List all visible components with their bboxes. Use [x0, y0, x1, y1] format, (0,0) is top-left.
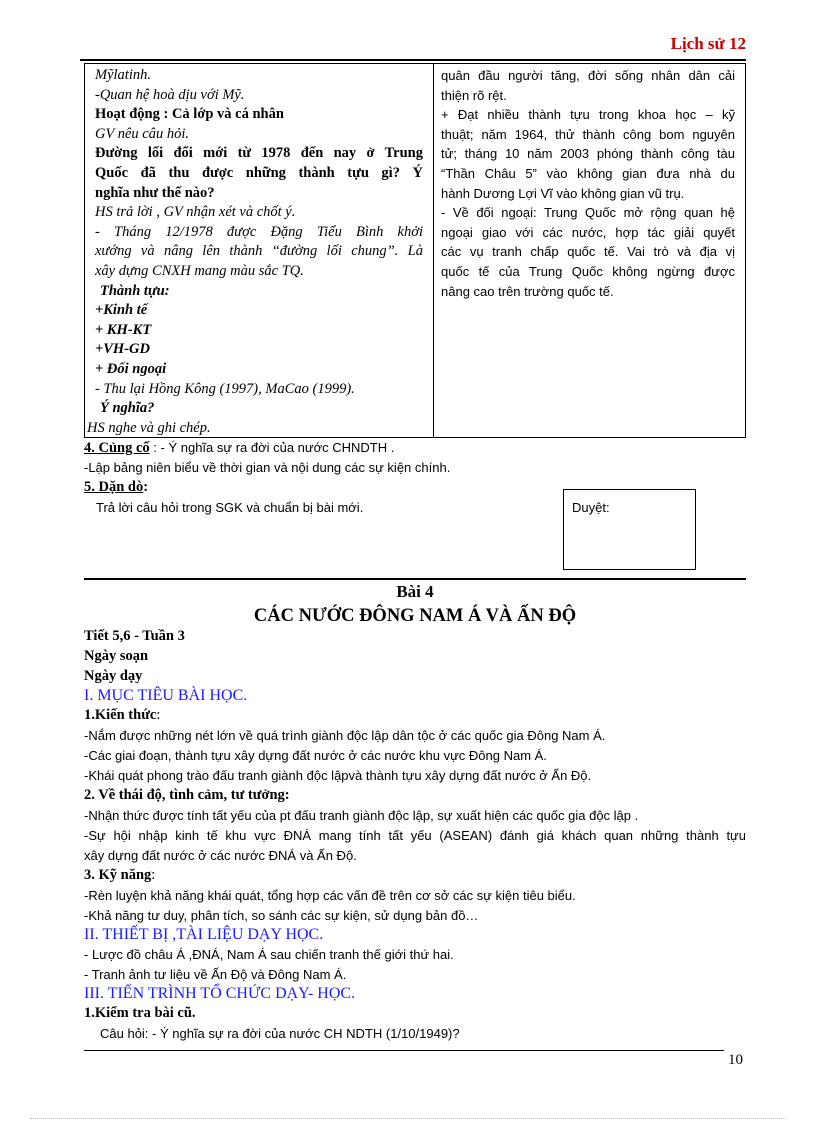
table-right-line: thuật; năm 1964, thử thành công bom nguyên — [441, 126, 735, 142]
question-line: nghĩa như thế nào? — [95, 184, 215, 201]
materials-item: - Lược đồ châu Á ,ĐNÁ, Nam Á sau chiến tranh thế giới thứ hai. — [84, 947, 454, 962]
header-divider — [80, 59, 746, 61]
table-left-line: xướng và nâng lên thành “đường lối chung”. Là — [95, 243, 423, 260]
approval-box — [563, 489, 696, 570]
page-number: 10 — [728, 1052, 743, 1068]
skills-heading: 3. Kỹ năng: — [84, 867, 156, 883]
table-left-line: Mỹlatinh. — [95, 67, 151, 83]
consolidation-line-2: -Lập bảng niên biểu về thời gian và nội dung các sự kiện chính. — [84, 460, 451, 475]
objectives-heading: I. MỤC TIÊU BÀI HỌC. — [84, 687, 248, 704]
materials-item: - Tranh ảnh tư liệu về Ấn Độ và Đông Nam Á. — [84, 967, 347, 982]
attitude-item: -Sự hội nhập kinh tế khu vực ĐNÁ mang tính tất yếu (ASEAN) đánh giá khách quan những thành tựu — [84, 828, 746, 843]
knowledge-item: -Khái quát phong trào đấu tranh giành độc lậpvà thành tựu xây dựng đất nước ở Ấn Độ. — [84, 768, 592, 783]
knowledge-item: -Các giai đoạn, thành tựu xây dựng đất nước ở các nước khu vực Đông Nam Á. — [84, 748, 547, 763]
table-left-line: -Quan hệ hoà dịu với Mỹ. — [95, 86, 245, 103]
prep-date: Ngày soạn — [84, 648, 149, 664]
footer-divider — [84, 1050, 724, 1051]
skills-item: -Khả năng tư duy, phân tích, so sánh các sự kiện, sử dụng bản đồ… — [84, 908, 479, 923]
achievements-heading: Thành tựu: — [100, 282, 170, 299]
homework-colon: : — [143, 479, 149, 495]
achievement-item: +VH-GD — [95, 341, 150, 358]
attitude-item: -Nhận thức được tính tất yếu của pt đấu tranh giành độc lập, sự xuất hiện các quốc gia độc lập . — [84, 808, 639, 823]
teach-date: Ngày dạy — [84, 668, 143, 684]
table-left-line: xây dựng CNXH mang màu sắc TQ. — [95, 262, 304, 279]
lesson-table-left-cell — [84, 63, 434, 438]
skills-label: 3. Kỹ năng — [84, 867, 152, 883]
lesson-title: CÁC NƯỚC ĐÔNG NAM Á VÀ ẤN ĐỘ — [253, 606, 577, 626]
table-right-line: quân đầu người tăng, đời sống nhân dân cải — [441, 68, 735, 83]
procedure-heading: III. TIẾN TRÌNH TỔ CHỨC DẠY- HỌC. — [84, 985, 356, 1002]
page-edge-dotted-line — [30, 1118, 786, 1119]
table-right-line: hành Dương Lợi Vĩ vào không gian vũ trụ. — [441, 185, 685, 201]
knowledge-item: -Nắm được những nét lớn về quá trình giành độc lập dân tộc ở các quốc gia Đông Nam Á. — [84, 728, 606, 743]
activity-heading: Hoạt động : Cả lớp và cá nhân — [95, 106, 284, 123]
achievement-item: +Kinh tế — [95, 302, 148, 319]
approval-label: Duyệt: — [572, 500, 610, 515]
homework-line — [84, 478, 148, 498]
table-left-line: GV nêu câu hỏi. — [95, 125, 189, 142]
consolidation-text: : - Ý nghĩa sự ra đời của nước CHNDTH . — [149, 440, 395, 455]
section-divider — [84, 578, 746, 580]
table-right-line: quốc tế của Trung Quốc không ngừng được — [441, 263, 735, 279]
lesson-number: Bài 4 — [396, 582, 434, 601]
table-right-line: + Đạt nhiều thành tựu trong khoa học – kỹ — [441, 107, 735, 123]
table-right-line: các vụ tranh chấp quốc tế. Vai trò và địa vị — [441, 244, 735, 260]
knowledge-label: 1.Kiến thức — [84, 707, 157, 723]
table-right-line: nâng cao trên trường quốc tế. — [441, 283, 614, 299]
significance-heading: Ý nghĩa? — [100, 400, 155, 417]
table-right-line: tử; tháng 10 năm 2003 phóng thành công tàu — [441, 146, 735, 162]
table-right-line: ngoại giao với các nước, hợp tác giải quyết — [441, 224, 735, 240]
table-left-line: - Thu lại Hồng Kông (1997), MaCao (1999). — [95, 380, 355, 397]
question-line: Đường lối đổi mới từ 1978 đến nay ở Trung — [95, 145, 423, 162]
table-right-line: thiện rõ rệt. — [441, 87, 507, 103]
lesson-table-right-cell — [433, 63, 746, 438]
homework-text: Trả lời câu hỏi trong SGK và chuẩn bị bài mới. — [96, 500, 364, 515]
skills-item: -Rèn luyện khả năng khái quát, tổng hợp các vấn đề trên cơ sở các sự kiện tiêu biểu. — [84, 888, 576, 903]
question-line: Quốc đã thu được những thành tựu gì? Ý — [95, 164, 423, 181]
table-right-line: “Thần Châu 5” vào không gian đưa nhà du — [441, 165, 735, 181]
review-question: Câu hỏi: - Ý nghĩa sự ra đời của nước CH NDTH (1/10/1949)? — [100, 1026, 460, 1041]
attitude-item: xây dựng đất nước ở các nước ĐNÁ và Ấn Độ. — [84, 848, 357, 863]
subject-header: Lịch sử 12 — [670, 34, 746, 53]
homework-label: 5. Dặn dò — [84, 479, 144, 495]
review-heading: 1.Kiểm tra bài cũ. — [84, 1005, 196, 1021]
materials-heading: II. THIẾT BỊ ,TÀI LIỆU DẠY HỌC. — [84, 926, 324, 943]
consolidation-label: 4. Củng cố — [84, 440, 150, 456]
achievement-item: + Đối ngoại — [95, 360, 167, 377]
table-left-line: HS nghe và ghi chép. — [87, 419, 211, 436]
period-week: Tiết 5,6 - Tuần 3 — [84, 628, 185, 644]
table-left-line: HS trả lời , GV nhận xét và chốt ý. — [95, 204, 296, 221]
attitude-heading: 2. Về thái độ, tình cảm, tư tưởng: — [84, 787, 290, 803]
consolidation-line — [84, 438, 394, 458]
knowledge-heading: 1.Kiến thức: — [84, 707, 161, 723]
table-left-line: - Tháng 12/1978 được Đặng Tiểu Bình khởi — [95, 223, 423, 240]
table-right-line: - Về đối ngoại: Trung Quốc mở rộng quan hệ — [441, 205, 735, 221]
achievement-item: + KH-KT — [95, 321, 152, 338]
